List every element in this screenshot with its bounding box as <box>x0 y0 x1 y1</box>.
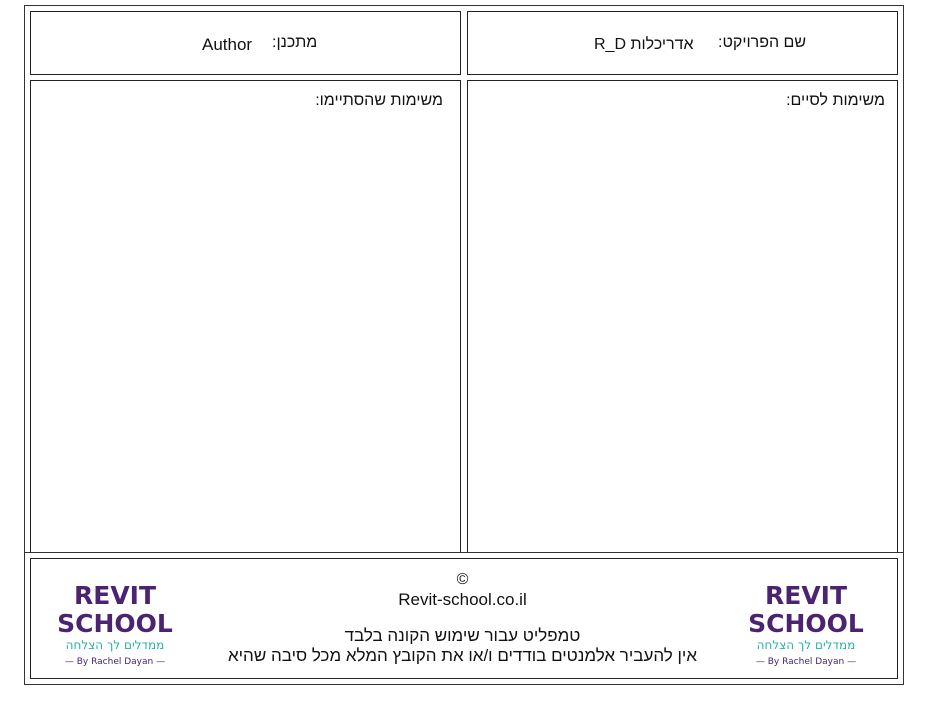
tasks-done-panel[interactable] <box>30 80 461 553</box>
svg-text:SCHOOL: SCHOOL <box>748 609 864 638</box>
svg-text:ממדלים לך הצלחה: ממדלים לך הצלחה <box>65 638 165 652</box>
svg-text:— By Rachel Dayan —: — By Rachel Dayan — <box>755 657 857 667</box>
svg-text:REVIT: REVIT <box>73 581 157 610</box>
tasks-todo-panel[interactable] <box>467 80 898 553</box>
svg-text:— By Rachel Dayan —: — By Rachel Dayan — <box>64 657 166 667</box>
logo-graphic-right <box>731 580 881 670</box>
revit-school-logo-left <box>40 580 190 670</box>
notice-line-1: טמפליט עבור שימוש הקונה בלבד <box>344 626 581 645</box>
project-name-label: שם הפרויקט: <box>718 34 807 51</box>
website-link[interactable]: Revit-school.co.il <box>398 590 527 609</box>
svg-text:REVIT: REVIT <box>764 581 848 610</box>
svg-text:ממדלים לך הצלחה: ממדלים לך הצלחה <box>756 638 856 652</box>
tasks-todo-label: משימות לסיים: <box>786 92 885 109</box>
logo-graphic-left <box>40 580 190 670</box>
footer-divider <box>24 552 904 553</box>
copyright-symbol: © <box>456 571 469 588</box>
tasks-done-label: משימות שהסתיימו: <box>315 92 443 109</box>
revit-school-logo-right <box>731 580 881 670</box>
designer-value[interactable]: Author <box>202 35 253 54</box>
notice-line-2: אין להעביר אלמנטים בודדים ו/או את הקובץ המלא מכל סיבה שהיא <box>227 646 698 665</box>
project-name-value[interactable]: אדריכלות R_D <box>594 36 694 53</box>
svg-text:SCHOOL: SCHOOL <box>57 609 173 638</box>
designer-label: מתכנן: <box>272 34 318 51</box>
